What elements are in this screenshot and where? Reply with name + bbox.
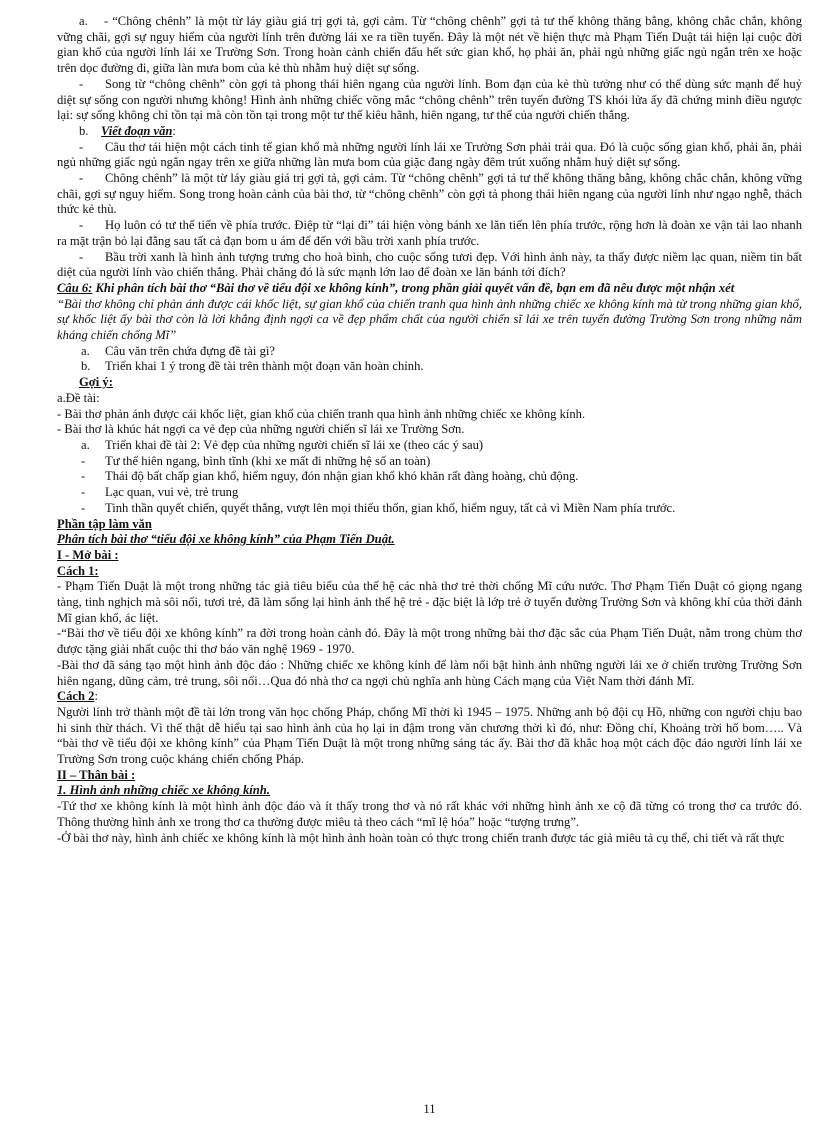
way-2-heading: [57, 689, 802, 705]
section-b-item-text: Chông chênh” là một từ láy giàu giá trị gợi tả, gợi cảm. Từ “chông chênh” gợi tả tư thế không thăng bằng, không chắc chắn, không vững chãi, gợi sự nguy hiểm. Song trong hoàn cảnh của bài thơ, từ “chông chênh” còn gợi tả phong thái hiên ngang của người lính như ngạo nghễ, thách thức kẻ thù.: [57, 171, 802, 217]
document-page: [57, 14, 802, 1114]
point-item: - Thái độ bất chấp gian khổ, hiểm nguy, đón nhận gian khổ khó khăn rất đàng hoàng, chủ động.: [81, 469, 579, 484]
page-number: 11: [423, 1102, 436, 1116]
way-2-paragraph: Người lính trở thành một đề tài lớn trong văn học chống Pháp, chống Mĩ thời kì 1945 – 1975. Những anh bộ đội cụ Hồ, những con người chịu bao hi sinh thừ thách. Vì thế thật dễ hiểu tại sao hình ảnh của họ lại in đậm trong văn chương thời kì đó, như: Đồng chí, Khoảng trời hố bom….. Và “bài thơ về tiểu đội xe không kính” của Phạm Tiến Duật là một trong những sáng tác ấy. Bài thơ đã khắc hoạ một cách độc đáo người lính lái xe Trường Sơn trong cuộc kháng chiến chống Pháp.: [57, 704, 802, 767]
question-6: [57, 281, 802, 297]
body-paragraph: -Tứ thơ xe không kính là một hình ảnh độc đáo và ít thấy trong thơ và nó rất khác với những hình ảnh xe cộ đã từng có trong thơ ca trước đó. Thông thường hình ảnh xe trong thơ ca thường được miêu tả theo cách “mĩ lệ hóa” hoặc “tượng trưng”.: [57, 799, 802, 829]
develop-marker: a.: [81, 437, 90, 452]
section-a-text-1: - “Chông chênh” là một từ láy giàu giá trị gợi tả, gợi cảm. Từ “chông chênh” gợi tả tư thế không thăng bằng, không chắc chắn, không vững chãi, gợi sự nguy hiểm của người lính trên đường lái xe ra tiền tuyến. Đây là một nét về hiện thực mà Phạm Tiến Duật tái hiện lại cuộc đời gian khổ của người lính lái xe Trường Sơn. Trong hoàn cảnh chiến đấu hết sức gian khổ, họ phải ăn, phải ngủ những giấc ngủ ngắn trên xe hoặc trên dọc đường đi, giữa làn mưa bom của kẻ thù nhằm huỷ diệt sự sống.: [57, 14, 802, 76]
question-6-quote: “Bài thơ không chỉ phản ánh được cái khốc liệt, sự gian khổ của chiến tranh qua hình ảnh những chiếc xe không kính mà từ trong những gian khổ, sự khốc liệt ấy bài thơ còn là lời khẳng định ngợi ca về đẹp phẩm chất của người chiến sĩ lái xe trên tuyến đường Trường Sơn trong những năm kháng chiến chống Mĩ”: [57, 296, 802, 343]
point-item: - Tư thế hiên ngang, bình tĩnh (khi xe mất đi những hệ số an toàn): [81, 453, 431, 468]
develop-text: Triển khai đề tài 2: Vẻ đẹp của những người chiến sĩ lái xe (theo các ý sau): [105, 437, 484, 452]
section-b-item: - Câu thơ tái hiện một cách tinh tế gian khổ mà những người lính lái xe Trường Sơn phải trải qua. Đó là cuộc sống gian khổ, phải ăn, phải ngủ những giấc ngủ ngắn ngay trên xe giữa những làn mưa bom của giặc đang ngày đêm trút xuống nhằm huỷ diệt sự sống.: [57, 139, 802, 170]
section-b-colon: :: [172, 123, 176, 138]
question-6-label: Câu 6:: [57, 280, 93, 295]
practice-title: Phân tích bài thơ “tiểu đội xe không kính” của Phạm Tiến Duật.: [57, 532, 395, 547]
practice-heading: Phần tập làm văn: [57, 516, 152, 531]
question-6-text: Khi phân tích bài thơ “Bài thơ về tiểu đội xe không kính”, trong phần giải quyết vấn đề, bạn em đã nêu được một nhận xét: [92, 280, 735, 295]
topic-line: - Bài thơ phản ánh được cái khốc liệt, gian khổ của chiến tranh qua hình ảnh những chiếc xe không kính.: [57, 406, 586, 421]
section-a-paragraph-2: - Song từ “chông chênh” còn gợi tả phong thái hiên ngang của người lính. Bom đạn của kẻ thù tưởng như có thể dùng sức mạnh để huỷ diệt sự sống con người nhưng không! Hình ảnh những chiếc võng mắc “chông chênh” trên tuyến đường TS khói lửa ấy đã chứng minh điều ngược lại: sự sống không chỉ tồn tại mà còn tồn tại trong một tư thế kiêu hãnh, hiên ngang, tư thế của người chiến thắng.: [57, 76, 802, 123]
point-item: - Lạc quan, vui vẻ, trẻ trung: [81, 485, 239, 500]
section-b-title: Viết đoạn văn: [101, 123, 173, 138]
section-a-text-2: Song từ “chông chênh” còn gợi tả phong thái hiên ngang của người lính. Bom đạn của kẻ thù tưởng như có thể dùng sức mạnh để huỷ diệt sự sống con người nhưng không! Hình ảnh những chiếc võng mắc “chông chênh” trên tuyến đường TS khói lửa ấy đã chứng minh điều ngược lại: sự sống không chỉ tồn tại mà còn tồn tại trong một tư thế kiêu hãnh, hiên ngang, tư thế của người chiến thắng.: [57, 76, 802, 123]
way-1-paragraph: -“Bài thơ về tiểu đội xe không kính” ra đời trong hoàn cảnh đó. Đây là một trong những bài thơ đặc sắc của Phạm Tiến Duật, nằm trong chùm thơ được tặng giải nhất cuộc thi thơ báo văn nghệ 1969 - 1970.: [57, 626, 802, 657]
body-subheading-1: 1. Hình ảnh những chiếc xe không kính.: [57, 783, 270, 798]
section-b-marker: b.: [79, 123, 89, 138]
point-item: - Tinh thần quyết chiến, quyết thắng, vượt lên mọi thiếu thốn, gian khổ, hiểm nguy, tất cả vì Miền Nam phía trước.: [81, 500, 676, 515]
task-text: Câu văn trên chứa đựng đề tài gì?: [105, 343, 275, 358]
section-b-item-text: Bầu trời xanh là hình ảnh tượng trưng cho hoà bình, cho cuộc sống tươi đẹp. Với hình ảnh này, ta thấy được niềm lạc quan, niềm tin bất diệt của người lính vào chiến thắng. Phải chăng đó là sức mạnh lớn lao để đoàn xe lăn bánh tới đích?: [57, 249, 802, 280]
point-text: Tinh thần quyết chiến, quyết thắng, vượt lên mọi thiếu thốn, gian khổ, hiểm nguy, tất cả vì Miền Nam phía trước.: [105, 500, 676, 515]
question-6-task: [57, 344, 802, 360]
section-b-heading: [57, 124, 802, 140]
section-a-marker: a.: [79, 14, 88, 28]
task-marker: a.: [81, 343, 90, 358]
section-b-item-text: Họ luôn có tư thế tiến về phía trước. Điệp từ “lại đi” tái hiện vòng bánh xe lăn tiến lên phía trước, rộng hơn là đoàn xe vận tải lao nhanh ra mặt trận bỏ lại đằng sau tất cả đạn bom u ám để đến với bầu trời xanh phía trước.: [57, 218, 802, 248]
way-2-colon: :: [94, 689, 98, 704]
section-a-paragraph-1: [57, 14, 802, 77]
hint-heading: [57, 375, 802, 391]
section-b-item-text: Câu thơ tái hiện một cách tinh tế gian khổ mà những người lính lái xe Trường Sơn phải trải qua. Đó là cuộc sống gian khổ, phải ăn, phải ngủ những giấc ngủ ngắn ngay trên xe giữa những làn mưa bom của giặc đang ngày đêm trút xuống nhằm huỷ diệt sự sống.: [57, 139, 802, 170]
topic-label: a.Đề tài:: [57, 390, 100, 405]
way-2-label: Cách 2: [57, 689, 95, 704]
task-marker: b.: [81, 359, 91, 374]
develop-topic: [57, 438, 802, 454]
body-heading: II – Thân bài :: [57, 767, 136, 782]
topic-line: - Bài thơ là khúc hát ngợi ca vẻ đẹp của những người chiến sĩ lái xe Trường Sơn.: [57, 422, 465, 437]
hint-title: Gợi ý:: [79, 375, 113, 390]
point-text: Thái độ bất chấp gian khổ, hiểm nguy, đón nhận gian khổ khó khăn rất đàng hoàng, chủ động.: [105, 469, 579, 484]
section-b-item: - Chông chênh” là một từ láy giàu giá trị gợi tả, gợi cảm. Từ “chông chênh” gợi tả tư thế không thăng bằng, không chắc chắn, không vững chãi, gợi sự nguy hiểm. Song trong hoàn cảnh của bài thơ, từ “chông chênh” còn gợi tả phong thái hiên ngang của người lính như ngạo nghễ, thách thức kẻ thù.: [57, 171, 802, 217]
question-6-task: [57, 359, 802, 375]
intro-heading: I - Mở bài :: [57, 547, 119, 562]
point-text: Lạc quan, vui vẻ, trẻ trung: [105, 485, 239, 500]
task-text: Triển khai 1 ý trong đề tài trên thành một đoạn văn hoàn chỉnh.: [105, 359, 424, 374]
section-b-item: - Bầu trời xanh là hình ảnh tượng trưng cho hoà bình, cho cuộc sống tươi đẹp. Với hình ảnh này, ta thấy được niềm lạc quan, niềm tin bất diệt của người lính vào chiến thắng. Phải chăng đó là sức mạnh lớn lao để đoàn xe lăn bánh tới đích?: [57, 249, 802, 280]
body-paragraph: -Ở bài thơ này, hình ảnh chiếc xe không kính là một hình ảnh hoàn toàn có thực trong chiến tranh được tác giả miêu tả cụ thể, chi tiết và rất thực: [57, 830, 785, 845]
way-1-paragraph: -Bài thơ đã sáng tạo một hình ảnh độc đáo : Những chiếc xe không kính để làm nổi bật hình ảnh những người lái xe ở chiến trường Trường Sơn hiên ngang, dũng cảm, trẻ trung, sôi nổi…Qua đó nhà thơ ca ngợi chủ nghĩa anh hùng Cách mạng của Việt Nam thời đánh Mĩ.: [57, 657, 802, 688]
way-1-heading: Cách 1:: [57, 563, 99, 578]
way-1-paragraph: - Phạm Tiến Duật là một trong những tác giả tiêu biểu của thế hệ các nhà thơ trẻ thời chống Mĩ cứu nước. Thơ Phạm Tiến Duật có giọng ngang tàng, tinh nghịch mà sôi nổi, tươi trẻ, đã làm sống lại hình ảnh thế hệ trẻ - đặc biệt là lớp trẻ ở tuyến đường Trường Sơn và không khí của thời đánh Mĩ gian khổ, ác liệt.: [57, 579, 802, 625]
section-b-item: - Họ luôn có tư thế tiến về phía trước. Điệp từ “lại đi” tái hiện vòng bánh xe lăn tiến lên phía trước, rộng hơn là đoàn xe vận tải lao nhanh ra mặt trận bỏ lại đằng sau tất cả đạn bom u ám để đến với bầu trời xanh phía trước.: [57, 218, 802, 248]
point-text: Tư thế hiên ngang, bình tĩnh (khi xe mất đi những hệ số an toàn): [105, 453, 431, 468]
